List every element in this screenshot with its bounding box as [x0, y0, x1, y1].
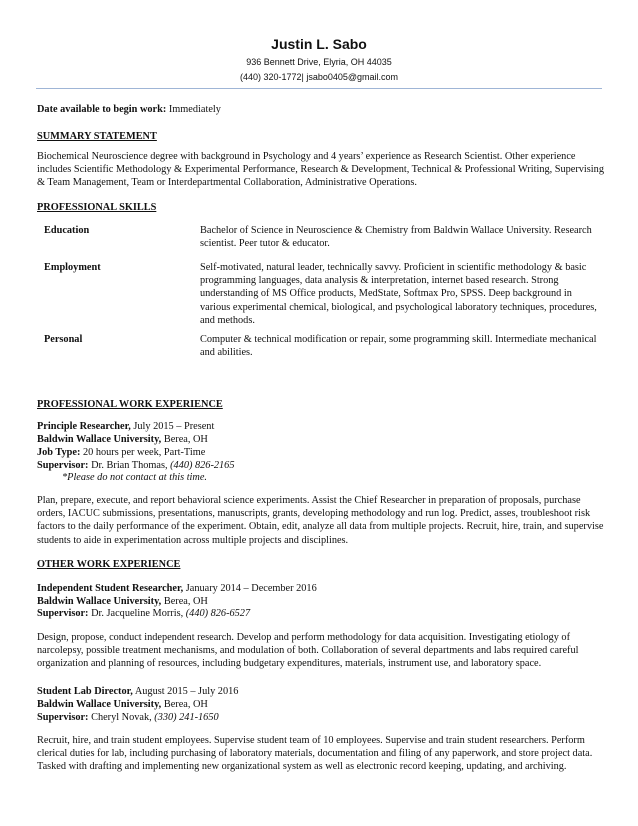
work-dates: July 2015 – Present — [133, 421, 215, 432]
other-job-2-supervisor: Cheryl Novak, — [91, 712, 152, 723]
other-job-1-supervisor-label: Supervisor: — [37, 608, 89, 619]
summary-heading: SUMMARY STATEMENT — [37, 131, 157, 142]
skill-value-education: Bachelor of Science in Neuroscience & Chemistry from Baldwin Wallace University. Research scientist. Peer tutor & educator. — [200, 225, 592, 250]
other-job-2-title-line — [37, 685, 607, 698]
other-job-1-dates: January 2014 – December 2016 — [185, 583, 317, 594]
work-title: Principle Researcher, — [37, 421, 131, 432]
work-jobtype: 20 hours per week, Part-Time — [82, 447, 206, 458]
other-job-2-supervisor-line — [37, 711, 607, 724]
skill-label-personal: Personal — [44, 334, 83, 345]
work-description: Plan, prepare, execute, and report behavioral science experiments. Assist the Chief Researcher in preparation of proposals, purchase orders, IACUC submissions, presentations, manuscripts, grants, developing methodology and run log. Predict, asses, troubleshoot risk factors to the daily performance of the experiment. Obtain, edit, analyze all data from multiple projects. Recruit, hire, train, and supervise students to aide in experimentation across multiple projects and disciplines. — [37, 495, 604, 546]
work-org: Baldwin Wallace University, — [37, 434, 162, 445]
other-job-1-title-line — [37, 582, 607, 595]
other-heading: OTHER WORK EXPERIENCE — [37, 559, 181, 570]
other-job-2-org-line — [37, 698, 607, 711]
work-heading: PROFESSIONAL WORK EXPERIENCE — [37, 399, 223, 410]
other-job-1-org: Baldwin Wallace University, — [37, 596, 162, 607]
resume-address: 936 Bennett Drive, Elyria, OH 44035 — [246, 57, 392, 67]
work-supervisor: Dr. Brian Thomas, — [91, 460, 168, 471]
other-job-2-dates: August 2015 – July 2016 — [134, 686, 239, 697]
skills-heading: PROFESSIONAL SKILLS — [37, 202, 157, 213]
other-job-2-title: Student Lab Director, — [37, 686, 133, 697]
work-supervisor-phone: (440) 826-2165 — [170, 460, 235, 471]
other-job-2-supervisor-label: Supervisor: — [37, 712, 89, 723]
other-job-1-description: Design, propose, conduct independent research. Develop and perform methodology for data acquisition. Investigating etiology of narcolepsy, possible treatment mechanisms, and modulation of both. Collaboration of several departments and labs required careful organization and planning of resources, including budgetary expenditures, materials, instrument use, and laboratory space. — [37, 632, 579, 670]
other-job-1-supervisor-line — [37, 607, 607, 620]
work-note: *Please do not contact at this time. — [62, 472, 207, 483]
skill-value-employment: Self-motivated, natural leader, technically savvy. Proficient in scientific methodology & basic programming languages, data analysis & interpretation, internet based research. Strong understanding of MS Office products, MedState, Softmax Pro, SPSS. Deep background in various experimental chemical, biological, and psychological laboratory techniques, procedures, and methods. — [200, 262, 597, 326]
work-title-line — [37, 420, 607, 433]
skill-label-education: Education — [44, 225, 90, 236]
other-job-1-location: Berea, OH — [163, 596, 208, 607]
other-job-2-supervisor-phone: (330) 241-1650 — [154, 712, 219, 723]
header-divider — [36, 88, 602, 89]
availability-value: Immediately — [168, 104, 221, 115]
availability-line — [37, 103, 607, 116]
other-job-1-supervisor-phone: (440) 826-6527 — [185, 608, 251, 619]
availability-label: Date available to begin work: — [37, 104, 167, 115]
work-supervisor-label: Supervisor: — [37, 460, 89, 471]
other-job-2-description: Recruit, hire, and train student employees. Supervise student team of 10 employees. Supervise and train student researchers. Perform clerical duties for lab, including purchasing of laboratory materials, documentation and filing of any paperwork, and store project data. Tasked with drafting and implementing new organizational system as well as electronic record keeping, updating, and archiving. — [37, 735, 593, 773]
other-job-2-org: Baldwin Wallace University, — [37, 699, 162, 710]
other-job-1-supervisor: Dr. Jacqueline Morris, — [91, 608, 184, 619]
other-job-1-title: Independent Student Researcher, — [37, 583, 184, 594]
work-jobtype-label: Job Type: — [37, 447, 81, 458]
work-jobtype-line — [37, 446, 607, 459]
other-job-2-location: Berea, OH — [163, 699, 208, 710]
work-location: Berea, OH — [163, 434, 208, 445]
skill-label-employment: Employment — [44, 262, 101, 273]
resume-contact: (440) 320-1772| jsabo0405@gmail.com — [239, 72, 399, 82]
skill-value-personal: Computer & technical modification or repair, some programming skill. Intermediate mechanical and abilities. — [200, 334, 597, 359]
resume-name: Justin L. Sabo — [271, 36, 367, 52]
work-org-line — [37, 433, 607, 446]
summary-text: Biochemical Neuroscience degree with background in Psychology and 4 years’ experience as Research Scientist. Other experience includes Scientific Methodology & Experimental Performance, Research & Development, Technical & Professional Writing, Supervising & Team Management, Team or Interdepartmental Collaboration, Administrative Operations. — [37, 151, 604, 189]
